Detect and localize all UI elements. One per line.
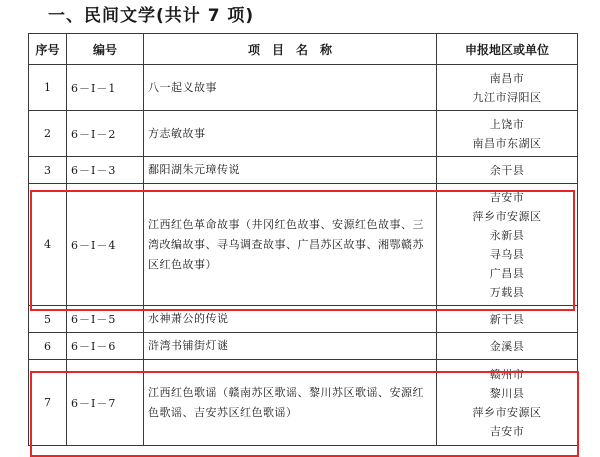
region-item: 新干县 (489, 312, 525, 326)
region-item: 萍乡市安源区 (472, 405, 542, 419)
row-region (437, 306, 578, 333)
row-name: 八一起义故事 (144, 65, 437, 111)
header-region: 申报地区或单位 (437, 34, 578, 65)
row-code: 6－Ⅰ－4 (67, 184, 144, 306)
row-name: 江西红色歌谣（赣南苏区歌谣、黎川苏区歌谣、安源红色歌谣、吉安苏区红色歌谣） (144, 360, 437, 446)
header-name: 项 目 名 称 (144, 34, 437, 65)
region-item: 余干县 (489, 163, 525, 177)
region-item: 吉安市 (489, 190, 525, 204)
header-code: 编号 (67, 34, 144, 65)
row-seq: 7 (29, 360, 67, 446)
region-item: 南昌市 (489, 71, 525, 85)
row-code: 6－Ⅰ－5 (67, 306, 144, 333)
row-name: 江西红色革命故事（井冈红色故事、安源红色故事、三湾改编故事、寻乌调查故事、广昌苏区故事、湘鄂赣苏区红色故事） (144, 184, 437, 306)
region-item: 黎川县 (489, 386, 525, 400)
region-item: 永新县 (489, 228, 525, 242)
region-item: 赣州市 (489, 367, 525, 381)
row-name: 方志敏故事 (144, 111, 437, 157)
region-item: 广昌县 (489, 266, 525, 280)
row-name: 水神萧公的传说 (144, 306, 437, 333)
table-header-row (29, 34, 578, 65)
row-region (437, 65, 578, 111)
table-row (29, 157, 578, 184)
row-seq: 1 (29, 65, 67, 111)
row-region (437, 111, 578, 157)
row-code: 6－Ⅰ－2 (67, 111, 144, 157)
row-name: 鄱阳湖朱元璋传说 (144, 157, 437, 184)
row-region (437, 184, 578, 306)
region-item: 万载县 (489, 285, 525, 299)
row-region (437, 157, 578, 184)
region-item: 金溪县 (489, 339, 525, 353)
row-code: 6－Ⅰ－3 (67, 157, 144, 184)
row-region (437, 333, 578, 360)
header-seq: 序号 (29, 34, 67, 65)
heritage-table (28, 33, 578, 446)
row-name: 浒湾书铺街灯谜 (144, 333, 437, 360)
region-item: 萍乡市安源区 (472, 209, 542, 223)
row-region (437, 360, 578, 446)
region-item: 九江市浔阳区 (472, 90, 542, 104)
table-row (29, 184, 578, 306)
row-seq: 6 (29, 333, 67, 360)
row-code: 6－Ⅰ－7 (67, 360, 144, 446)
row-seq: 4 (29, 184, 67, 306)
table-row (29, 111, 578, 157)
table-row (29, 333, 578, 360)
row-seq: 2 (29, 111, 67, 157)
region-item: 吉安市 (489, 424, 525, 438)
region-item: 南昌市东湖区 (472, 136, 542, 150)
table-row (29, 65, 578, 111)
section-title: 一、民间文学(共计 7 项) (48, 6, 255, 26)
row-code: 6－Ⅰ－1 (67, 65, 144, 111)
table-row (29, 306, 578, 333)
row-seq: 3 (29, 157, 67, 184)
region-item: 寻乌县 (489, 247, 525, 261)
table-row (29, 360, 578, 446)
row-code: 6－Ⅰ－6 (67, 333, 144, 360)
row-seq: 5 (29, 306, 67, 333)
region-item: 上饶市 (489, 117, 525, 131)
